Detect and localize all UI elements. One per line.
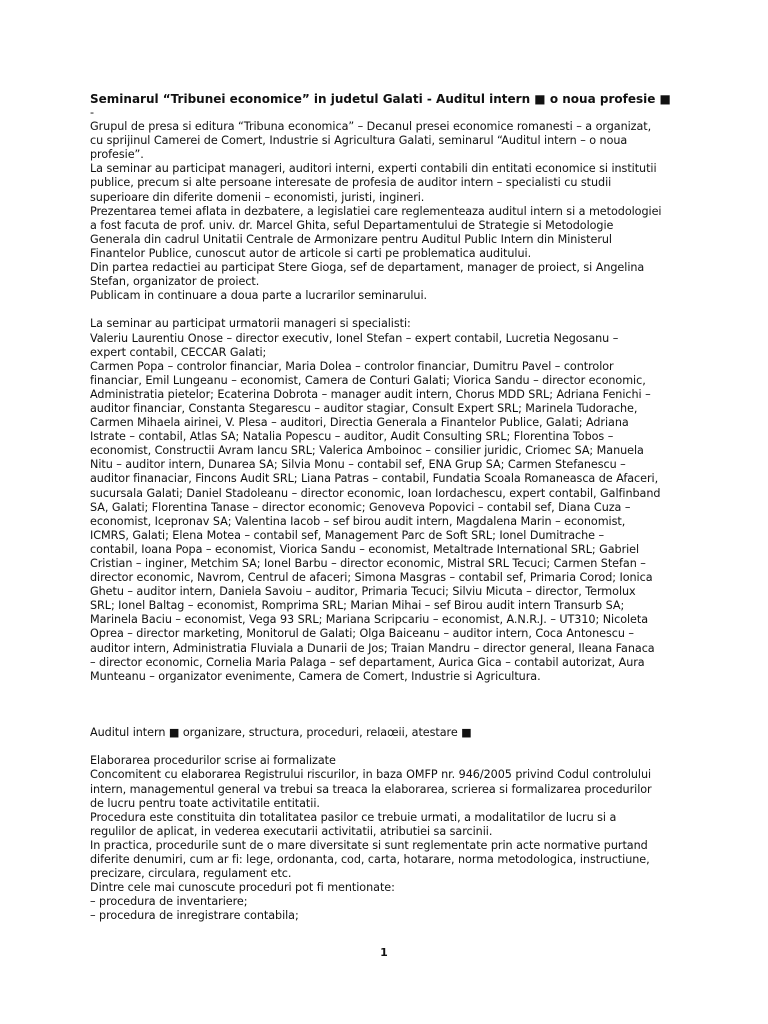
text-line: publice, precum si alte persoane interesate de profesia de auditor intern – specialisti cu studii xyxy=(90,176,612,190)
text-line: Marinela Baciu – economist, Vega 93 SRL; Mariana Scripcariu – economist, A.N.R.J. – UT310; Nicoleta xyxy=(90,613,649,627)
text-line: SRL; Ionel Baltag – economist, Romprima SRL; Marian Mihai – sef Birou audit intern Transurb SA; xyxy=(90,599,625,613)
text-line: – director economic, Cornelia Maria Palaga – sef departament, Aurica Gica – contabil autorizat, Aura xyxy=(90,655,645,669)
document-title: Seminarul “Tribunei economice” in judetul Galati - Auditul intern ■ o noua profesie ■ xyxy=(90,92,671,106)
page-number: 1 xyxy=(380,946,388,959)
text-line xyxy=(90,698,690,712)
text-line: In practica, procedurile sunt de o mare diversitate si sunt reglementate prin acte normative purtand xyxy=(90,838,648,852)
text-line: profesie”. xyxy=(90,148,144,162)
document-body xyxy=(90,106,690,923)
text-line: sucursala Galati; Daniel Stadoleanu – director economic, Ioan Iordachescu, expert contabil, Galfinband xyxy=(90,486,661,500)
text-line: de lucru pentru toate activitatile entitatii. xyxy=(90,796,320,810)
text-line: La seminar au participat manageri, auditori interni, experti contabili din entitati economice si institutii xyxy=(90,162,657,176)
document-page xyxy=(90,92,690,923)
text-line: Munteanu – organizator evenimente, Camera de Comert, Industrie si Agricultura. xyxy=(90,669,541,683)
text-line: economist, Icepronav SA; Valentina Iacob – sef birou audit intern, Magdalena Marin – economist, xyxy=(90,514,626,528)
text-line xyxy=(90,740,690,754)
text-line: auditor finanaciar, Fincons Audit SRL; Liana Patras – contabil, Fundatia Scoala Romaneasca de Afaceri, xyxy=(90,472,659,486)
text-line: director economic, Navrom, Centrul de afaceri; Simona Masgras – contabil sef, Primaria Corod; Ionica xyxy=(90,571,653,585)
text-line: Carmen Mihaela airinei, V. Plesa – auditori, Directia Generala a Finantelor Publice, Galati; Adriana xyxy=(90,416,629,430)
text-line: SA, Galati; Florentina Tanase – director economic; Genoveva Popovici – contabil sef, Diana Cuza – xyxy=(90,500,631,514)
text-line: Din partea redactiei au participat Stere Gioga, sef de departament, manager de proiect, si Angelina xyxy=(90,261,645,275)
text-line: Administratia pietelor; Ecaterina Dobrota – manager audit intern, Chorus MDD SRL; Adriana Fenichi – xyxy=(90,387,651,401)
text-line: auditor financiar, Constanta Stegarescu – auditor stagiar, Consult Expert SRL; Marinela Tudorache, xyxy=(90,401,638,415)
text-line: Finantelor Publice, cunoscut autor de articole si carti pe problematica auditului. xyxy=(90,246,532,260)
text-line: – procedura de inregistrare contabila; xyxy=(90,909,299,923)
text-line: a fost facuta de prof. univ. dr. Marcel Ghita, seful Departamentului de Strategie si Metodologie xyxy=(90,218,614,232)
text-line: Nitu – auditor intern, Dunarea SA; Silvia Monu – contabil sef, ENA Grup SA; Carmen Stefanescu – xyxy=(90,458,626,472)
text-line: Dintre cele mai cunoscute proceduri pot fi mentionate: xyxy=(90,881,395,895)
text-line: Publicam in continuare a doua parte a lucrarilor seminarului. xyxy=(90,289,428,303)
text-line: diferite denumiri, cum ar fi: lege, ordonanta, cod, carta, hotarare, norma metodologica, instructiune, xyxy=(90,852,650,866)
text-line: Prezentarea temei aflata in dezbatere, a legislatiei care reglementeaza auditul intern si a metodologiei xyxy=(90,204,662,218)
text-line: Carmen Popa – controlor financiar, Maria Dolea – controlor financiar, Dumitru Pavel – controlor xyxy=(90,359,614,373)
text-line: Cristian – inginer, Metchim SA; Ionel Barbu – director economic, Mistral SRL Tecuci; Carmen Stefan – xyxy=(90,557,646,570)
text-line: Oprea – director marketing, Monitorul de Galati; Olga Baiceanu – auditor intern, Coca Antonescu – xyxy=(90,627,634,641)
text-line: – procedura de inventariere; xyxy=(90,895,248,909)
text-line: cu sprijinul Camerei de Comert, Industrie si Agricultura Galati, seminarul “Auditul intern – o noua xyxy=(90,134,628,148)
text-line: Concomitent cu elaborarea Registrului riscurilor, in baza OMFP nr. 946/2005 privind Codul controlului xyxy=(90,768,652,782)
text-line: Istrate – contabil, Atlas SA; Natalia Popescu – auditor, Audit Consulting SRL; Florentina Tobos – xyxy=(90,430,614,444)
text-line xyxy=(90,684,690,698)
text-line xyxy=(90,712,690,726)
text-line: Elaborarea procedurilor scrise ai formalizate xyxy=(90,754,336,768)
text-line: contabil, Ioana Popa – economist, Viorica Sandu – economist, Metaltrade International SRL; Gabriel xyxy=(90,542,640,556)
text-line: financiar, Emil Lungeanu – economist, Camera de Conturi Galati; Viorica Sandu – director economic, xyxy=(90,373,646,387)
text-line: Stefan, organizator de proiect. xyxy=(90,275,260,289)
text-line: Procedura este constituita din totalitatea pasilor ce trebuie urmati, a modalitatilor de lucru si a xyxy=(90,810,617,824)
text-line: intern, managementul general va trebui sa treaca la elaborarea, scrierea si formalizarea procedurilor xyxy=(90,782,652,796)
text-line: Auditul intern ■ organizare, structura, proceduri, relaœii, atestare ■ xyxy=(90,726,472,740)
text-line: superioare din diferite domenii – economisti, juristi, ingineri. xyxy=(90,190,425,204)
text-line: Generala din cadrul Unitatii Centrale de Armonizare pentru Auditul Public Intern din Ministerul xyxy=(90,232,612,246)
text-line: regulilor de aplicat, in vederea executarii activitatii, atributiei sa sarcinii. xyxy=(90,824,493,838)
text-line: Grupul de presa si editura “Tribuna economica” – Decanul presei economice romanesti – a organizat, xyxy=(90,120,652,134)
text-line: La seminar au participat urmatorii manageri si specialisti: xyxy=(90,317,411,331)
text-line: expert contabil, CECCAR Galati; xyxy=(90,345,267,359)
text-line xyxy=(90,303,690,317)
text-line: economist, Constructii Avram Iancu SRL; Valerica Amboinoc – consilier juridic, Criomec SA; Manuela xyxy=(90,444,644,458)
text-line: ICMRS, Galati; Elena Motea – contabil sef, Management Parc de Soft SRL; Ionel Dumitrache – xyxy=(90,528,605,542)
text-line: precizare, circulara, regulament etc. xyxy=(90,867,292,881)
text-line: Ghetu – auditor intern, Daniela Savoiu – auditor, Primaria Tecuci; Silviu Micuta – director, Termolux xyxy=(90,585,636,599)
text-line: auditor intern, Administratia Fluviala a Dunarii de Jos; Traian Mandru – director general, Ileana Fanaca xyxy=(90,641,655,655)
text-line: - xyxy=(90,106,94,119)
text-line: Valeriu Laurentiu Onose – director executiv, Ionel Stefan – expert contabil, Lucretia Negosanu – xyxy=(90,331,619,345)
